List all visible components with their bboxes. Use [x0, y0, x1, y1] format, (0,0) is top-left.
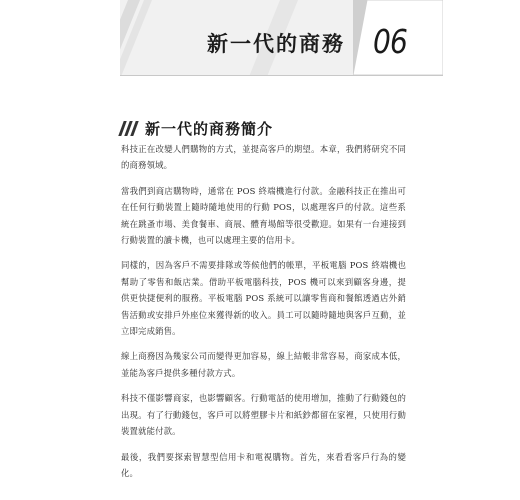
body-text	[121, 141, 406, 490]
chapter-number: 06	[373, 22, 407, 61]
section-heading	[121, 118, 273, 138]
slash-marks-icon	[121, 120, 139, 136]
paragraph: 最後，我們要探索智慧型信用卡和電視購物。首先，來看看客戶行為的變化。	[121, 451, 406, 478]
chapter-banner	[120, 0, 443, 76]
paragraph: 科技不僅影響商家，也影響顧客。行動電話的使用增加，推動了行動錢包的出現。有了行動錢包，客戶可以將塑膠卡片和紙鈔都留在家裡，只使用行動裝置就能付款。	[121, 393, 406, 437]
paragraph: 當我們到商店購物時，通常在 POS 終端機進行付款。金融科技正在推出可在任何行動裝置上隨時隨地使用的行動 POS，以處理客戶的付款。這些系統在跳蚤市場、美食餐車、商展、體育場館等很受歡迎。如果有一台連接到行動裝置的讀卡機，也可以處理主要的信用卡。	[121, 185, 406, 246]
chapter-number-box	[353, 0, 443, 75]
section-title: 新一代的商務簡介	[145, 119, 274, 138]
chapter-title: 新一代的商務	[207, 32, 345, 56]
paragraph: 線上商務因為幾家公司而變得更加容易，線上結帳非常容易，商家成本低，並能為客戶提供多種付款方式。	[121, 351, 406, 378]
paragraph: 科技正在改變人們購物的方式，並提高客戶的期望。本章，我們將研究不同的商務領域。	[121, 144, 406, 171]
paragraph: 同樣的，因為客戶不需要排隊或等候他們的帳單，平板電腦 POS 終端機也幫助了零售和飯店業。借助平板電腦科技，POS 機可以來到顧客身邊，提供更快捷便利的服務。平板電腦 POS 系統可以讓零售商和餐館透過店外銷售活動或安排戶外座位來獲得新的收入。員工可以隨時隨地與客戶互動，並立即完成銷售。	[121, 260, 406, 337]
